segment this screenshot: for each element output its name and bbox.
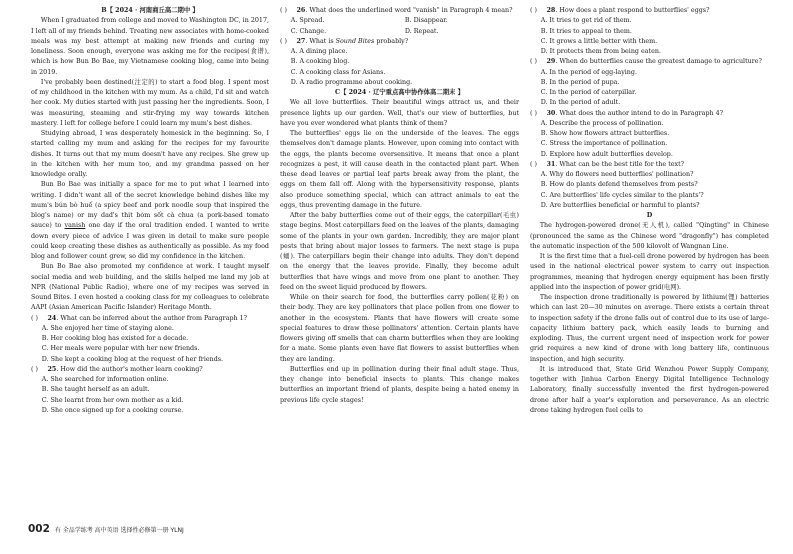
- option[interactable]: B. Her cooking blog has existed for a decade.: [41, 335, 189, 342]
- passage-c-paragraph: We all love butterflies. Their beautiful wings attract us, and their presence lights up our garden. Well, that's our view of butterflies, but have you ever wondered what plants think of them?: [280, 99, 519, 127]
- option[interactable]: A. It tries to get rid of them.: [540, 17, 632, 25]
- option[interactable]: B. How do plants defend themselves from pests?: [540, 181, 698, 189]
- option[interactable]: D. It protects them from being eaten.: [540, 48, 661, 55]
- passage-d-paragraph: The hydrogen-powered drone(无人机), called "Qingting" in Chinese (pronounced the same as the Chinese word "dragonfly") has completed the automatic inspection of the 500 kilovolt of Wangnan Line.: [530, 222, 769, 250]
- passage-c-header: C【 2024 · 辽宁重点高中协作体高二期末 】: [335, 89, 464, 96]
- page-footer: [28, 523, 184, 535]
- option[interactable]: A. In the period of egg-laying.: [540, 68, 637, 76]
- column-left: [31, 6, 269, 416]
- passage-d-header: D: [646, 212, 653, 219]
- passage-c-paragraph: While on their search for food, the butterflies carry pollen(花粉) on their body. They are key pollinators that place pollen from one flower to another in the ecosystem. Plants that have flowers will create some special features to draw these pollinators' attention. Certain plants have flowers giving off smells that can charm butterflies when they are looking for a mate. Some plants even have flat flowers to assist butterflies when they are landing.: [280, 294, 519, 363]
- option[interactable]: D. Explore how adult butterflies develop.: [540, 150, 673, 158]
- passage-b-paragraph: Bun Bo Bae also promoted my confidence at work. I taught myself social media and web building, and the skills helped me land my job at NPR (National Public Radio), where one of my recipes was served in Sound Bites. I even hosted a cooking class for my colleagues to celebrate AAPI (Asian American Pacific Islander) Heritage Month.: [31, 263, 269, 312]
- footer-text: 有 全品学练考 高中英语 选择性必修第一册 YLNJ: [54, 527, 184, 534]
- answer-bracket[interactable]: ( ): [530, 7, 537, 14]
- option[interactable]: A. Spread.: [290, 17, 325, 25]
- question-29: ( ) 29. When do butterflies cause the greatest damage to agriculture? A. In the period of egg-laying. B. In the period of pupa. C. In the period of caterpillar. D. In the period of adult.: [530, 57, 769, 108]
- option[interactable]: C. In the period of caterpillar.: [540, 89, 637, 96]
- question-31: ( ) 31. What can be the best title for the text? A. Why do flowers need butterflies' pollination? B. How do plants defend themselves from pests? C. Are butterflies' life cycles similar to the plants'? D. Are butterflies beneficial or harmful to plants?: [530, 160, 769, 211]
- passage-b-header: B【 2024 · 河南商丘高二期中 】: [101, 7, 199, 14]
- passage-d-paragraph: It is the first time that a fuel-cell drone powered by hydrogen has been used in the national electrical power system to carry out inspection programmes, meaning that hydrogen energy equipment has been firstly applied into the inspection of power grid(电网).: [530, 253, 769, 291]
- passage-b-paragraph: Bun Bo Bae was initially a space for me to put what I learned into writing. I didn't want all of the secret knowledge behind dishes like my mum's bún bò huế (a spicy beef and pork noodle soup that inspired the blog's name) or my dad's thịt bòm sốt cà chua (a pork-based tomato sauce) to vanish one day if the oral tradition ended. I wanted to write down every piece of advice I was given in detail to make sure people could keep creating these dishes as authentically as possible. As my food blog and follower count grew, so did my confidence in the kitchen.: [31, 181, 269, 260]
- option[interactable]: B. She taught herself as an adult.: [41, 386, 150, 394]
- answer-bracket[interactable]: ( ): [530, 160, 537, 168]
- option[interactable]: D. In the period of adult.: [540, 99, 621, 107]
- passage-b-paragraph: I've probably been destined(注定的) to start a food blog. I spent most of my childhood in the kitchen with my mum. As a child, I'd sit and watch her cook. My duties started with just passing her the ingredients. Soon, I was measuring, steaming and stir-frying my way towards kitchen mastery. I left for college before I could learn my mum's best dishes.: [31, 78, 269, 127]
- question-25: ( ) 25. How did the author's mother learn cooking? A. She searched for information online. B. She taught herself as an adult. C. She learnt from her own mother as a kid. D. She once signed up for a cooking course.: [31, 365, 269, 416]
- column-middle: [280, 6, 519, 406]
- column-right: [530, 6, 769, 416]
- option[interactable]: C. Her meals were popular with her new friends.: [41, 345, 200, 353]
- option[interactable]: D. A radio programme about cooking.: [290, 78, 413, 86]
- answer-bracket[interactable]: ( ): [530, 109, 537, 117]
- question-27: ( ) 27. What is Sound Bites probably? A. A dining place. B. A cooking blog. C. A cooking class for Asians. D. A radio programme about cooking.: [280, 37, 519, 88]
- page-number: 002: [28, 523, 50, 535]
- option[interactable]: C. Change.: [290, 27, 327, 35]
- answer-bracket[interactable]: ( ): [280, 37, 287, 45]
- option[interactable]: B. Disappear.: [404, 17, 448, 25]
- option[interactable]: C. It grows a little better with them.: [540, 37, 658, 45]
- option[interactable]: A. She searched for information online.: [41, 376, 169, 383]
- option[interactable]: D. She once signed up for a cooking course.: [41, 406, 184, 414]
- option[interactable]: A. Describe the process of pollination.: [540, 119, 664, 127]
- option[interactable]: A. Why do flowers need butterflies' pollination?: [540, 171, 694, 178]
- option[interactable]: B. Show how flowers attract butterflies.: [540, 130, 670, 137]
- answer-bracket[interactable]: ( ): [280, 7, 287, 14]
- passage-c-paragraph: The butterflies' eggs lie on the underside of the leaves. The eggs themselves don't damage plants. However, upon coming into contact with the eggs, the plants become oversensitive. It means that once a plant recognizes a pest, it will cause death in the contacted plant part. When these dead leaves or partial leaf parts break away from the plant, the eggs on them fall off. Along with the hypersensitivity response, plants also produce something special, which can attract animals to eat the eggs, thus preventing damage in the future.: [280, 130, 519, 209]
- question-26: ( ) 26. What does the underlined word "vanish" in Paragraph 4 mean? A. Spread. B. Disappear. C. Change. D. Repeat.: [280, 6, 519, 37]
- option[interactable]: A. A dining place.: [290, 48, 348, 55]
- passage-b-paragraph: When I graduated from college and moved to Washington DC, in 2017, I left all of my friends behind. Treating new associates with home-cooked meals was my best attempt at making new friends and curing my loneliness. Soon enough, everyone was asking me for the recipes(食谱), which is how Bun Bo Bae, my Vietnamese cooking blog, came into being in 2019.: [31, 17, 269, 76]
- answer-bracket[interactable]: ( ): [31, 365, 38, 373]
- question-30: ( ) 30. What does the author intend to do in Paragraph 4? A. Describe the process of pollination. B. Show how flowers attract butterflies. C. Stress the importance of pollination. D. Explore how adult butterflies develop.: [530, 109, 769, 160]
- option[interactable]: C. A cooking class for Asians.: [290, 68, 386, 76]
- passage-b-paragraph: Studying abroad, I was desperately homesick in the beginning. So, I started calling my mum and asking for the recipes for my favourite dishes. It turns out that my mum doesn't have any recipes. She grew up in the kitchen with her mum too, and my grandma passed on her knowledge orally.: [31, 130, 269, 178]
- option[interactable]: B. In the period of pupa.: [540, 78, 620, 86]
- option[interactable]: C. Stress the importance of pollination.: [540, 140, 668, 148]
- passage-c-paragraph: Butterflies end up in pollination during their final adult stage. Thus, they change into beneficial insects to plants. This change makes butterflies an important friend of plants, despite being a hated enemy in previous life cycle stages!: [280, 365, 519, 404]
- underlined-word: vanish: [64, 222, 86, 230]
- passage-d-paragraph: The inspection drone traditionally is powered by lithium(锂) batteries which can last 20—30 minutes on average. There exists a certain threat to inspection safety if the drone falls out of control due to its use of large-capacity lithium battery pack, which easily leads to burning and exploding. Thus, the current urgent need of inspection work for power grid requires a new kind of drone with long battery life, continuous inspection, and high security.: [530, 294, 769, 363]
- option[interactable]: D. Repeat.: [404, 27, 439, 35]
- question-24: ( ) 24. What can be inferred about the author from Paragraph 1? A. She enjoyed her time of staying alone. B. Her cooking blog has existed for a decade. C. Her meals were popular with her new friends. D. She kept a cooking blog at the request of her friends.: [31, 314, 269, 365]
- option[interactable]: B. A cooking blog.: [290, 58, 350, 66]
- option[interactable]: D. Are butterflies beneficial or harmful to plants?: [540, 201, 700, 209]
- question-28: ( ) 28. How does a plant respond to butterflies' eggs? A. It tries to get rid of them. B. It tries to appeal to them. C. It grows a little better with them. D. It protects them from being eaten.: [530, 6, 769, 57]
- passage-d-paragraph: It is introduced that, State Grid Wenzhou Power Supply Company, together with Jinhua Carbon Energy Digital Intelligence Technology Laboratory, finally successfully invented the first hydrogen-powered drone after half a year's exploration and perseverance. As an electric drone taking hydrogen fuel cells to: [530, 365, 769, 414]
- option[interactable]: B. It tries to appeal to them.: [540, 27, 632, 35]
- passage-c-paragraph: After the baby butterflies come out of their eggs, the caterpillar(毛虫) stage begins. Most caterpillars feed on the leaves of the plants, damaging some of the plants in your own garden. Incredibly, they are major plant pests that bring about major losses to farmers. The next stage is pupa (蛹). The caterpillars begin their change into adults. They don't depend on the energy that the leaves provide. Finally, they become adult butterflies that have wings and move from one plant to another. They feed on the sweet liquid produced by flowers.: [280, 212, 519, 291]
- answer-bracket[interactable]: ( ): [530, 58, 537, 66]
- answer-bracket[interactable]: ( ): [31, 314, 38, 322]
- option[interactable]: C. She learnt from her own mother as a kid.: [41, 396, 184, 404]
- option[interactable]: A. She enjoyed her time of staying alone.: [41, 324, 174, 332]
- option[interactable]: C. Are butterflies' life cycles similar to the plants'?: [540, 191, 704, 199]
- option[interactable]: D. She kept a cooking blog at the request of her friends.: [41, 355, 224, 363]
